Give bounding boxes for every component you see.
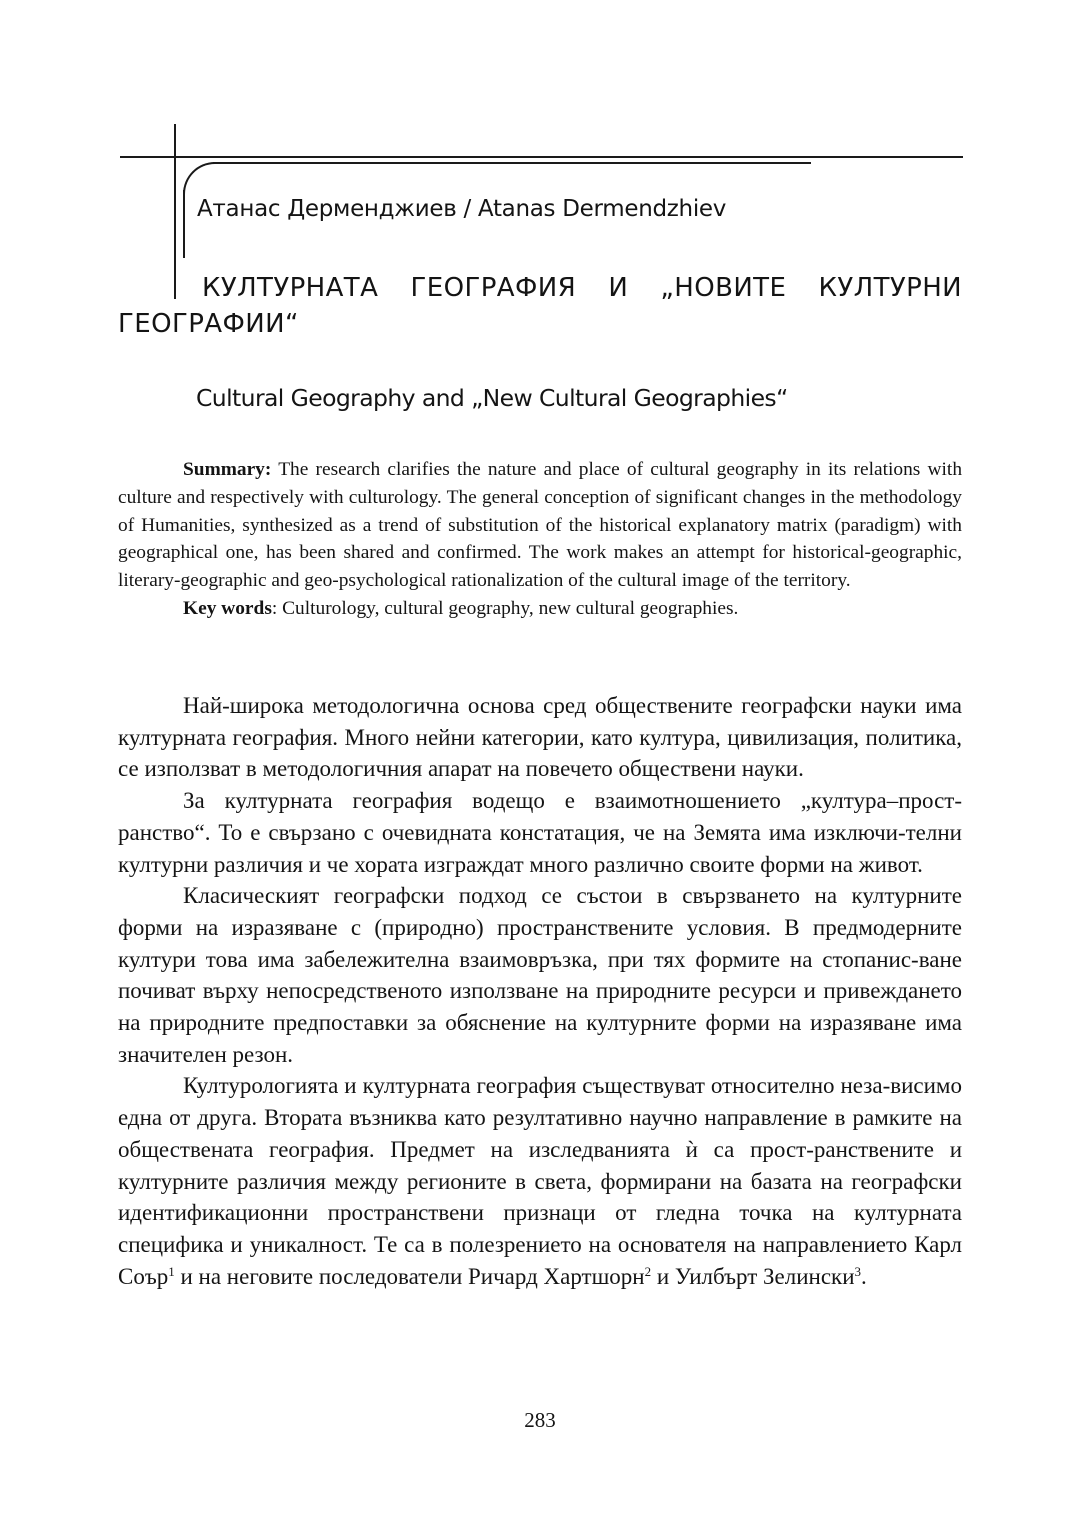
body-paragraph-4-text-c: и Уилбърт Зелински: [651, 1263, 855, 1289]
body-paragraph-4-text-a: Културологията и културната география съществуват относително неза-висимо една от друга. Втората възниква като резултативно научно направление в рамките на обществената география. Предмет на изследванията ѝ са прост-ранствените и културните различия между регионите в света, формирани на базата на географски идентификационни пространствени признаци от гледна точка на културната специфика и уникалност. Те са в полезрението на основателя на направлението Карл Соър: [118, 1073, 962, 1289]
article-title: [118, 270, 962, 342]
body-paragraph-4: [118, 1070, 962, 1292]
article-title-line-2: ГЕОГРАФИИ“: [118, 309, 299, 339]
footnote-ref-2[interactable]: 2: [644, 1263, 652, 1279]
keywords-paragraph: [118, 595, 962, 623]
author-name: Атанас Дерменджиев / Atanas Dermendzhiev: [197, 196, 727, 222]
body-paragraph-1: Най-широка методологична основа сред обществените географски науки има културната география. Много нейни категории, като култура, цивилизация, политика, се използват в методологичния апарат на повечето обществени науки.: [118, 693, 962, 782]
keywords-text: : Culturology, cultural geography, new cultural geographies.: [271, 597, 739, 619]
footnote-ref-1[interactable]: 1: [168, 1263, 175, 1279]
summary-block: [118, 456, 962, 623]
body-paragraph-4-text-d: .: [861, 1263, 867, 1289]
summary-label: Summary:: [183, 459, 272, 480]
page-number: 283: [524, 1408, 556, 1432]
header-rule-horizontal: [120, 156, 963, 158]
article-subtitle: Cultural Geography and „New Cultural Geographies“: [196, 384, 788, 412]
body-paragraph-4-text-b: и на неговите последователи Ричард Хартшорн: [174, 1263, 645, 1289]
summary-text: The research clarifies the nature and place of cultural geography in its relations with culture and respectively with culturology. The general conception of significant changes in the methodology of Humanities, synthesized as a trend of substitution of the historical explanatory matrix (paradigm) with geographical one, has been shared and confirmed. The work makes an attempt for historical-geographic, literary-geographic and geo-psychological rationalization of the cultural image of the territory.: [118, 459, 963, 592]
keywords-label: Key words: [183, 597, 272, 619]
footnote-ref-3[interactable]: 3: [854, 1263, 862, 1279]
article-title-line-1: КУЛТУРНАТА ГЕОГРАФИЯ И „НОВИТЕ КУЛТУРНИ: [202, 273, 962, 303]
body-text: [118, 690, 962, 1292]
header-rule-inner-horizontal: [213, 162, 811, 164]
body-paragraph-3: Класическият географски подход се състои в свързването на културните форми на изразяване с (природно) пространствените условия. В предмодерните култури това има забележителна взаимовръзка, при тях формите на стопанис-ване почиват върху непосредственото използване на природните ресурси и привеждането на природните предпоставки за обяснение на културните форми на изразяване има значителен резон.: [118, 883, 962, 1067]
summary-paragraph: [118, 456, 962, 595]
body-paragraph-2: За културната география водещо е взаимотношението „култура–прост-ранство“. То е свързано с очевидната констатация, че на Земята има изключи-телни културни различия и че хората изграждат много различно своите форми на живот.: [118, 788, 962, 877]
